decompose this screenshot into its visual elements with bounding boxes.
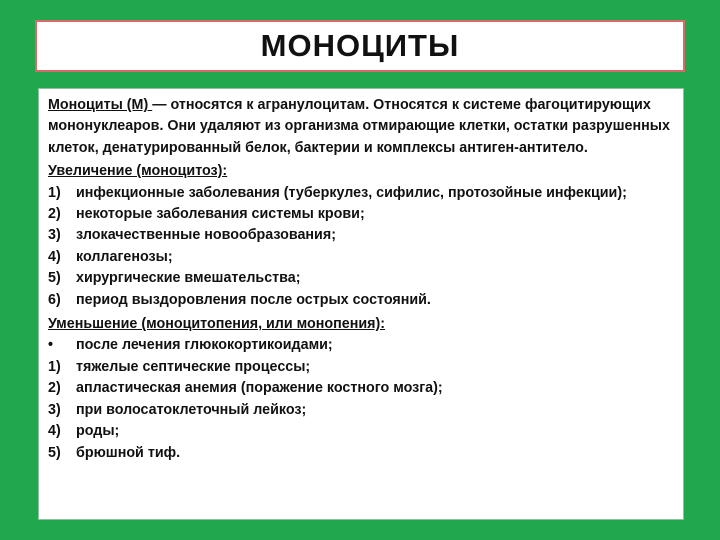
list-marker: 5): [48, 270, 61, 287]
list-item: [48, 443, 675, 464]
increase-section: [48, 161, 675, 311]
list-item: [48, 357, 675, 378]
bullet-icon: •: [48, 337, 54, 354]
title-box: [35, 20, 685, 72]
list-marker: 3): [48, 227, 61, 244]
list-item-text: роды;: [76, 423, 120, 440]
list-item-text: инфекционные заболевания (туберкулез, сифилис, протозойные инфекции);: [76, 184, 627, 201]
increase-list: [48, 183, 675, 311]
increase-heading: Увеличение (моноцитоз):: [48, 163, 228, 180]
list-item: [48, 378, 675, 399]
list-marker: 1): [48, 184, 61, 201]
list-marker: 5): [48, 444, 61, 461]
list-marker: 6): [48, 291, 61, 308]
list-item: [48, 225, 675, 246]
list-item: [48, 204, 675, 225]
list-item-text: хирургические вмешательства;: [76, 270, 301, 287]
list-item-text: брюшной тиф.: [76, 444, 181, 461]
list-item-text: период выздоровления после острых состояний.: [76, 291, 431, 308]
list-item: [48, 335, 675, 356]
list-item: [48, 268, 675, 289]
list-item: [48, 183, 675, 204]
list-item-text: при волосатоклеточный лейкоз;: [76, 401, 307, 418]
list-marker: 1): [48, 358, 61, 375]
list-marker: 2): [48, 206, 61, 223]
decrease-heading: Уменьшение (моноцитопения, или монопения):: [48, 316, 386, 333]
list-marker: 2): [48, 380, 61, 397]
list-item-text: некоторые заболевания системы крови;: [76, 206, 365, 223]
decrease-list: [48, 335, 675, 463]
list-item: [48, 421, 675, 442]
intro-term: Моноциты (М): [48, 97, 153, 113]
list-marker: 3): [48, 401, 61, 418]
content-box: [38, 88, 684, 520]
list-item-text: апластическая анемия (поражение костного мозга);: [76, 380, 443, 397]
list-item: [48, 290, 675, 311]
intro-paragraph: [48, 95, 675, 159]
intro-text: — относятся к агранулоцитам. Относятся к системе фагоцитирующих мононуклеаров. Они удаляют из организма отмирающие клетки, остатки разрушенных клеток, денатурированный белок, бактерии и комплексы антиген-антитело.: [48, 97, 670, 156]
list-item-text: тяжелые септические процессы;: [76, 358, 311, 375]
list-marker: 4): [48, 248, 61, 265]
list-item-text: злокачественные новообразования;: [76, 227, 336, 244]
list-item: [48, 247, 675, 268]
decrease-section: [48, 314, 675, 464]
list-item-text: коллагенозы;: [76, 248, 173, 265]
list-marker: 4): [48, 423, 61, 440]
page-title: МОНОЦИТЫ: [260, 28, 460, 63]
list-item-text: после лечения глюкокортикоидами;: [76, 337, 333, 354]
list-item: [48, 400, 675, 421]
